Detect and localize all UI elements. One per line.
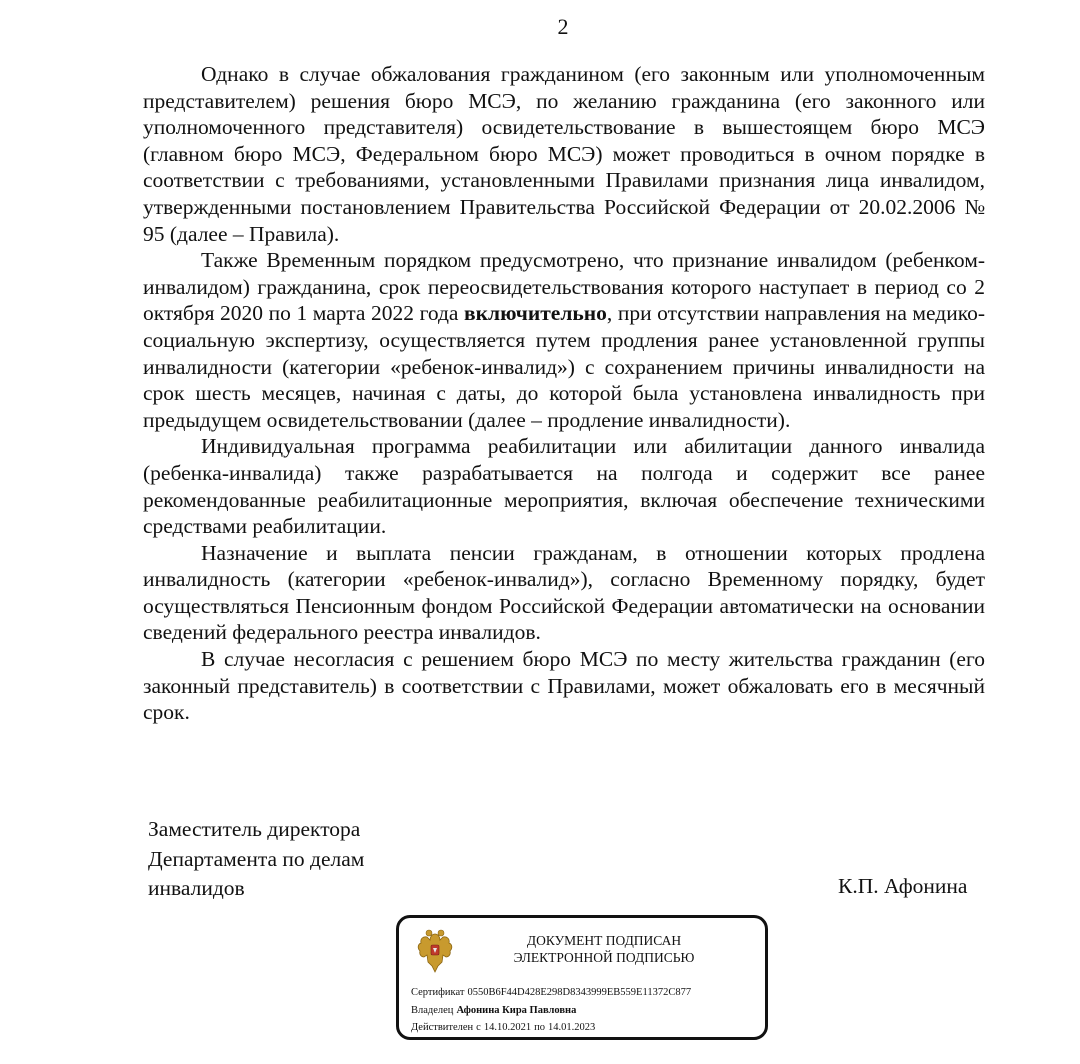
valid-to-date: 14.01.2023 xyxy=(547,1022,596,1033)
paragraph-extension xyxy=(143,247,985,433)
stamp-certificate-row xyxy=(411,984,691,1002)
stamp-owner-row xyxy=(411,1002,691,1020)
valid-label: Действителен xyxy=(411,1022,474,1033)
paragraph-pension: Назначение и выплата пенсии гражданам, в отношении которых продлена инвалидность (категории «ребенок-инвалид»), согласно Временному порядку, будет осуществляться Пенсионным фондом Российской Федерации автоматически на основании сведений федерального реестра инвалидов. xyxy=(143,540,985,645)
paragraph-appeal: Однако в случае обжалования гражданином (его законным или уполномоченным представителем) решения бюро МСЭ, по желанию гражданина (его законного или уполномоченного представителя) освидетельствование в вышестоящем бюро МСЭ (главном бюро МСЭ, Федеральном бюро МСЭ) может проводиться в очном порядке в соответствии с требованиями, установленными Правилами признания лица инвалидом, утвержденными постановлением Правительства Российской Федерации от 20.02.2006 № 95 (далее – Правила). xyxy=(143,62,985,246)
coat-of-arms-icon xyxy=(415,928,455,974)
stamp-title-line: ДОКУМЕНТ ПОДПИСАН xyxy=(526,933,682,948)
valid-from-date: 14.10.2021 xyxy=(483,1022,532,1033)
stamp-details xyxy=(411,984,691,1037)
valid-to-label: по xyxy=(534,1022,545,1033)
paragraph-extension-text-start: Также Временным порядком предусмотрено, что признание инвалидом (ребенком-инвалидом) гражданина, срок переосвидетельствования которого наступает в период со 2 октября 2020 по 1 марта 2022 года xyxy=(143,248,985,326)
stamp-title-line: ЭЛЕКТРОННОЙ ПОДПИСЬЮ xyxy=(513,950,695,965)
paragraph-extension-text-end: , при отсутствии направления на медико-социальную экспертизу, осуществляется путем продления ранее установленной группы инвалидности (категории «ребенок-инвалид») с сохранением причины инвалидности на срок шесть месяцев, начиная с даты, до которой была установлена инвалидность при предыдущем освидетельствовании (далее – продление инвалидности). xyxy=(143,301,986,432)
signer-position-line: инвалидов xyxy=(148,876,245,900)
certificate-number: 0550B6F44D428E298D8343999EB559E11372C877 xyxy=(467,987,692,998)
paragraph-rehabilitation: Индивидуальная программа реабилитации или абилитации данного инвалида (ребенка-инвалида) также разрабатывается на полгода и содержит все ранее рекомендованные реабилитационные мероприятия, включая обеспечение техническими средствами реабилитации. xyxy=(143,434,985,539)
owner-label: Владелец xyxy=(411,1004,454,1016)
valid-from-label: с xyxy=(476,1022,481,1033)
page-number: 2 xyxy=(557,14,569,39)
paragraph-disagreement: В случае несогласия с решением бюро МСЭ по месту жительства гражданин (его законный представитель) в соответствии с Правилами, может обжаловать его в месячный срок. xyxy=(143,647,985,725)
letter-body xyxy=(143,61,985,726)
signer-position-line: Департамента по делам xyxy=(148,846,365,871)
e-signature-stamp xyxy=(396,915,768,1040)
signer-name: К.П. Афонина xyxy=(838,874,968,898)
certificate-label: Сертификат xyxy=(411,987,465,998)
stamp-validity-row xyxy=(411,1019,691,1037)
paragraph-extension-bold: включительно xyxy=(464,301,607,326)
stamp-title xyxy=(479,932,729,966)
owner-name: Афонина Кира Павловна xyxy=(456,1004,577,1016)
signer-position-line: Заместитель директора xyxy=(148,817,361,841)
signer-position xyxy=(148,815,364,904)
